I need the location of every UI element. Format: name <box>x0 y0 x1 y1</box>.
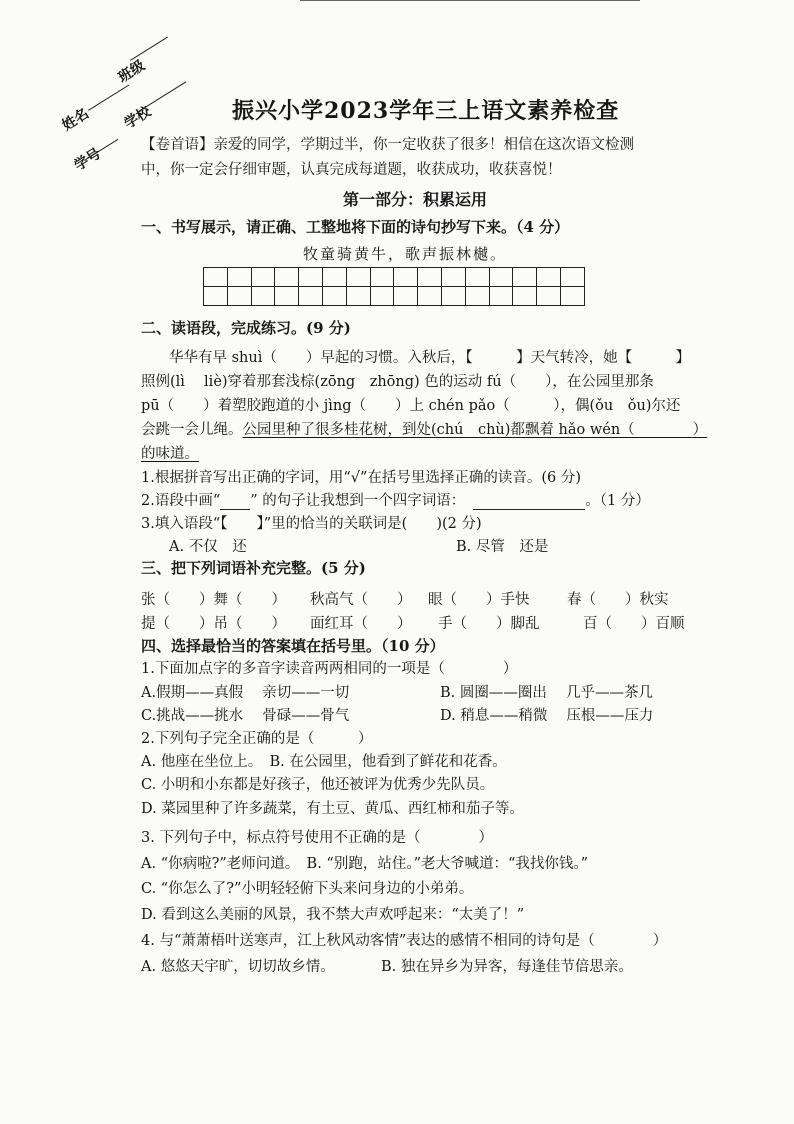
idiom-4: 春（ ）秋实 <box>567 592 669 608</box>
s4-q4-option-b: B. 独在异乡为异客，每逢佳节倍思亲。 <box>381 959 633 975</box>
q2-mid: ” 的句子让我想到一个四字词语： <box>250 493 466 509</box>
q3-option-b: B. 尽管 还是 <box>456 539 549 555</box>
s4-q4-option-a: A. 悠悠天宇旷，切切故乡情。 <box>141 959 335 975</box>
poem-line: 牧童骑黄牛，歌声振林樾。 <box>303 245 508 263</box>
s4-q1-option-b: B. 圆圈——圈出 几乎——茶几 <box>440 685 653 701</box>
s4-q2-option-d: D. 菜园里种了许多蔬菜，有土豆、黄瓜、西红柿和茄子等。 <box>141 801 524 817</box>
intro-line-2: 中，你一定会仔细审题，认真完成每道题，收获成功，收获喜悦！ <box>141 162 562 178</box>
intro-line-1: 【卷首语】亲爱的同学，学期过半，你一定收获了很多！相信在这次语文检测 <box>141 137 634 153</box>
grid-cell[interactable] <box>513 287 537 306</box>
grid-cell[interactable] <box>204 287 228 306</box>
grid-cell[interactable] <box>227 287 251 306</box>
grid-cell[interactable] <box>537 268 561 287</box>
writing-grid[interactable] <box>203 267 585 306</box>
s4-q2-option-c: C. 小明和小东都是好孩子，他还被评为优秀少先队员。 <box>141 777 495 793</box>
grid-cell[interactable] <box>513 268 537 287</box>
class-label: 班级 <box>115 57 148 87</box>
grid-cell[interactable] <box>489 287 513 306</box>
grid-cell[interactable] <box>299 287 323 306</box>
s4-q1-option-d: D. 稍息——稍微 压根——压力 <box>440 708 654 724</box>
grid-cell[interactable] <box>204 268 228 287</box>
school-label: 学校 <box>121 103 154 133</box>
grid-cell[interactable] <box>251 287 275 306</box>
idiom-5: 提（ ）吊（ ） <box>141 616 286 632</box>
s4-q1-option-a: A.假期——真假 亲切——一切 <box>141 685 350 701</box>
underline-mark <box>220 509 250 510</box>
passage-line-3: pū（ ）着塑胶跑道的小 jìng（ ）上 chén pǎo（ ），偶(ǒu ǒu)尔还 <box>141 398 681 414</box>
passage-line-4-start: 会跳一会儿绳。 <box>141 422 243 438</box>
s4-question-1: 1.下面加点字的多音字读音两两相同的一项是（ ） <box>141 661 518 677</box>
grid-cell[interactable] <box>465 268 489 287</box>
passage-line-1: 华华有早 shuì（ ）早起的习惯。入秋后，【 】天气转冷，她【 】 <box>169 350 691 366</box>
part-heading: 第一部分：积累运用 <box>343 190 488 209</box>
name-label: 姓名 <box>59 105 92 135</box>
grid-cell[interactable] <box>537 287 561 306</box>
s4-q3-option-ab: A. “你病啦?”老师问道。 B. “别跑，站住。”老大爷喊道：“我找你钱。” <box>141 856 589 872</box>
grid-cell[interactable] <box>465 287 489 306</box>
grid-cell[interactable] <box>299 268 323 287</box>
grid-cell[interactable] <box>370 268 394 287</box>
q2-prefix: 2.语段中画“ <box>141 493 221 509</box>
scan-edge-line <box>300 0 640 1</box>
s4-question-2: 2.下列句子完全正确的是（ ） <box>141 731 373 747</box>
grid-cell[interactable] <box>441 268 465 287</box>
section-2-title: 二、读语段，完成练习。(9 分) <box>141 319 351 337</box>
grid-cell[interactable] <box>489 268 513 287</box>
idiom-6: 面红耳（ ） <box>310 616 412 632</box>
grid-cell[interactable] <box>322 268 346 287</box>
answer-blank[interactable] <box>473 509 585 510</box>
section-4-title: 四、选择最恰当的答案填在括号里。（10 分） <box>141 637 445 655</box>
s4-q1-option-c: C.挑战——挑水 骨碌——骨气 <box>141 708 350 724</box>
section-1-title: 一、书写展示，请正确、工整地将下面的诗句抄写下来。（4 分） <box>141 218 570 236</box>
passage-line-4 <box>141 418 707 439</box>
idiom-2: 秋高气（ ） <box>310 592 412 608</box>
s4-q3-option-c: C. “你怎么了?”小明轻轻俯下头来问身边的小弟弟。 <box>141 881 474 897</box>
grid-cell[interactable] <box>275 287 299 306</box>
idiom-8: 百（ ）百顺 <box>583 616 685 632</box>
grid-cell[interactable] <box>346 268 370 287</box>
s4-q3-option-d: D. 看到这么美丽的风景，我不禁大声欢呼起来：“太美了！” <box>141 907 525 923</box>
grid-cell[interactable] <box>251 268 275 287</box>
grid-cell[interactable] <box>560 268 584 287</box>
grid-cell[interactable] <box>346 287 370 306</box>
grid-cell[interactable] <box>418 268 442 287</box>
section-3-title: 三、把下列词语补充完整。(5 分) <box>141 559 366 577</box>
grid-cell[interactable] <box>394 287 418 306</box>
s4-question-4: 4. 与“萧萧梧叶送寒声，江上秋风动客情”表达的感情不相同的诗句是（ ） <box>141 933 668 949</box>
question-2-2 <box>141 489 650 510</box>
passage-line-2: 照例(lì liè)穿着那套浅棕(zōng zhōng) 色的运动 fú（ ），在公园里那条 <box>141 374 654 390</box>
number-label: 学号 <box>71 145 104 175</box>
q2-suffix: 。（1 分） <box>585 493 650 509</box>
grid-cell[interactable] <box>441 287 465 306</box>
idiom-7: 手（ ）脚乱 <box>438 616 540 632</box>
grid-cell[interactable] <box>370 287 394 306</box>
grid-cell[interactable] <box>322 287 346 306</box>
q3-option-a: A. 不仅 还 <box>169 539 247 555</box>
grid-cell[interactable] <box>227 268 251 287</box>
name-line <box>88 85 129 111</box>
s4-q2-option-ab: A. 他座在坐位上。 B. 在公园里，他看到了鲜花和花香。 <box>141 754 507 770</box>
grid-cell[interactable] <box>275 268 299 287</box>
question-2-3: 3.填入语段“【 】”里的恰当的关联词是( )(2 分) <box>141 516 482 532</box>
grid-cell[interactable] <box>560 287 584 306</box>
grid-cell[interactable] <box>418 287 442 306</box>
s4-question-3: 3. 下列句子中，标点符号使用不正确的是（ ） <box>141 830 493 846</box>
grid-cell[interactable] <box>394 268 418 287</box>
passage-line-5: 的味道。 <box>141 446 199 462</box>
idiom-3: 眼（ ）手快 <box>428 592 530 608</box>
question-2-1: 1.根据拼音写出正确的字词，用“√”在括号里选择正确的读音。(6 分) <box>141 470 582 486</box>
idiom-1: 张（ ）舞（ ） <box>141 592 286 608</box>
page-title: 振兴小学2023学年三上语文素养检查 <box>232 98 620 124</box>
underlined-sentence: 公园里种了很多桂花树，到处(chú chù)都飘着 hǎo wén（ ） <box>242 422 708 438</box>
